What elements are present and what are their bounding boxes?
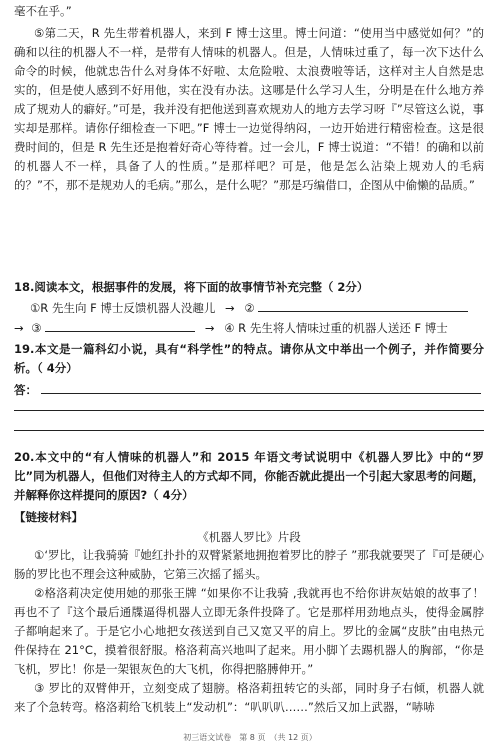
q19-answer-row: [14, 380, 484, 400]
passage-paragraph-5: ⑤第二天，R 先生带着机器人，来到 F 博士这里。博士问道：“使用当中感觉如何？”的确和以往的机器人不一样，是带有人情味的机器人。但是，人情味过重了，每一次下达什么命令的时候，他就忠告什么对身体不好啦、太危险啦、太浪费啦等话，这样对主人自然是忠实的，但是使人感到不好用他，实在没有办法。这哪是什么学习人生，分明是在什么地方养成了规劝人的癖好。”可是，我并没有把他送到喜欢规劝人的地方去学习呀『”尽管这么说，事实却是那样。请你仔细检查一下吧。”F 博士一边觉得纳闷，一边开始进行精密检查。这是很费时间的，但是 R 先生还是抱着好奇心等待着。过一会儿，F 博士说道：“不错！的确和以前的机器人不一样，具备了人的性质。”是那样吧？可是，他是怎么沾染上规劝人的毛病的？”不，那不是规劝人的毛病。”那么，是什么呢？”那是巧编借口，企图从中偷懒的品质。”: [14, 26, 484, 192]
excerpt-title: 《机器人罗比》片段: [197, 530, 301, 544]
question-20-prompt: 20.本文中的“有人情味的机器人”和 2015 年语文考试说明中《机器人罗比》中的“罗比”同为机器人，但他们对待主人的方式却不同，你能否就此提出一个引起大家思考的问题，并解释你这样提问的原因?（ 4分）: [14, 450, 484, 502]
arrow-icon: →: [225, 301, 235, 315]
arrow-icon: →: [14, 321, 24, 335]
q18-plot-step-3-number: ③: [31, 321, 42, 335]
page-footer: 初三语文试卷 第 8 页 （共 12 页）: [183, 733, 317, 742]
q18-plot-row-2: [14, 318, 484, 338]
answer-label: 答：: [14, 383, 37, 397]
q18-plot-step-1: ①R 先生向 F 博士反馈机器人没趣儿: [30, 301, 216, 315]
q18-plot-step-2-number: ②: [244, 301, 255, 315]
q18-plot-step-4: ④ R 先生将人情味过重的机器人送还 F 博士: [224, 321, 448, 335]
arrow-icon: →: [204, 321, 215, 335]
excerpt-paragraph-1: ①‘罗比，让我骑骑『她红扑扑的双臂紧紧地拥抱着罗比的脖子 ”那我就要哭了『可是硬心肠的罗比也不理会这种威胁，它第三次摇了摇头。: [14, 548, 484, 581]
q19-answer-line-3[interactable]: [14, 430, 484, 431]
q19-answer-line-1[interactable]: [41, 380, 481, 394]
excerpt-paragraph-3: ③ 罗比的双臂伸开，立刻变成了翅膀。格洛莉扭转它的头部，同时身子右倾，机器人就来了个急转弯。格洛莉给飞机装上“发动机”：“叭叭叭……”然后又加上武器，“哧哧: [14, 681, 484, 714]
q18-answer-blank-3[interactable]: [45, 318, 195, 332]
excerpt-paragraph-2: ②格洛莉决定使用她的那张王牌 “如果你不让我骑 ,我就再也不给你讲灰姑娘的故事了！再也不了『这个最后通牒逼得机器人立即无条件投降了。它是那样用劲地点头，使得金属脖子都响起来了。于是它小心地把女孩送到自己又宽又平的肩上。罗比的金属“皮肤”由电热元件保持在 21°C，摸着很舒服。格洛莉高兴地叫了起来。用小脚丫去踢机器人的胸部，“你是飞机，罗比！你是一架银灰色的大飞机，你得把胳膊伸开。”: [14, 586, 484, 676]
q18-plot-row-1: [30, 298, 484, 318]
link-material-heading: 【链接材料】: [14, 510, 83, 524]
question-18-prompt: 18.阅读本文，根据事件的发展，将下面的故事情节补充完整（ 2分）: [14, 280, 369, 294]
q19-answer-line-2[interactable]: [14, 410, 484, 411]
question-19-prompt: 19.本文是一篇科幻小说，具有“科学性”的特点。请你从文中举出一个例子，并作简要分析。（ 4分）: [14, 342, 484, 375]
passage-fragment: 毫不在乎。”: [14, 4, 72, 18]
q18-answer-blank-2[interactable]: [258, 298, 468, 312]
